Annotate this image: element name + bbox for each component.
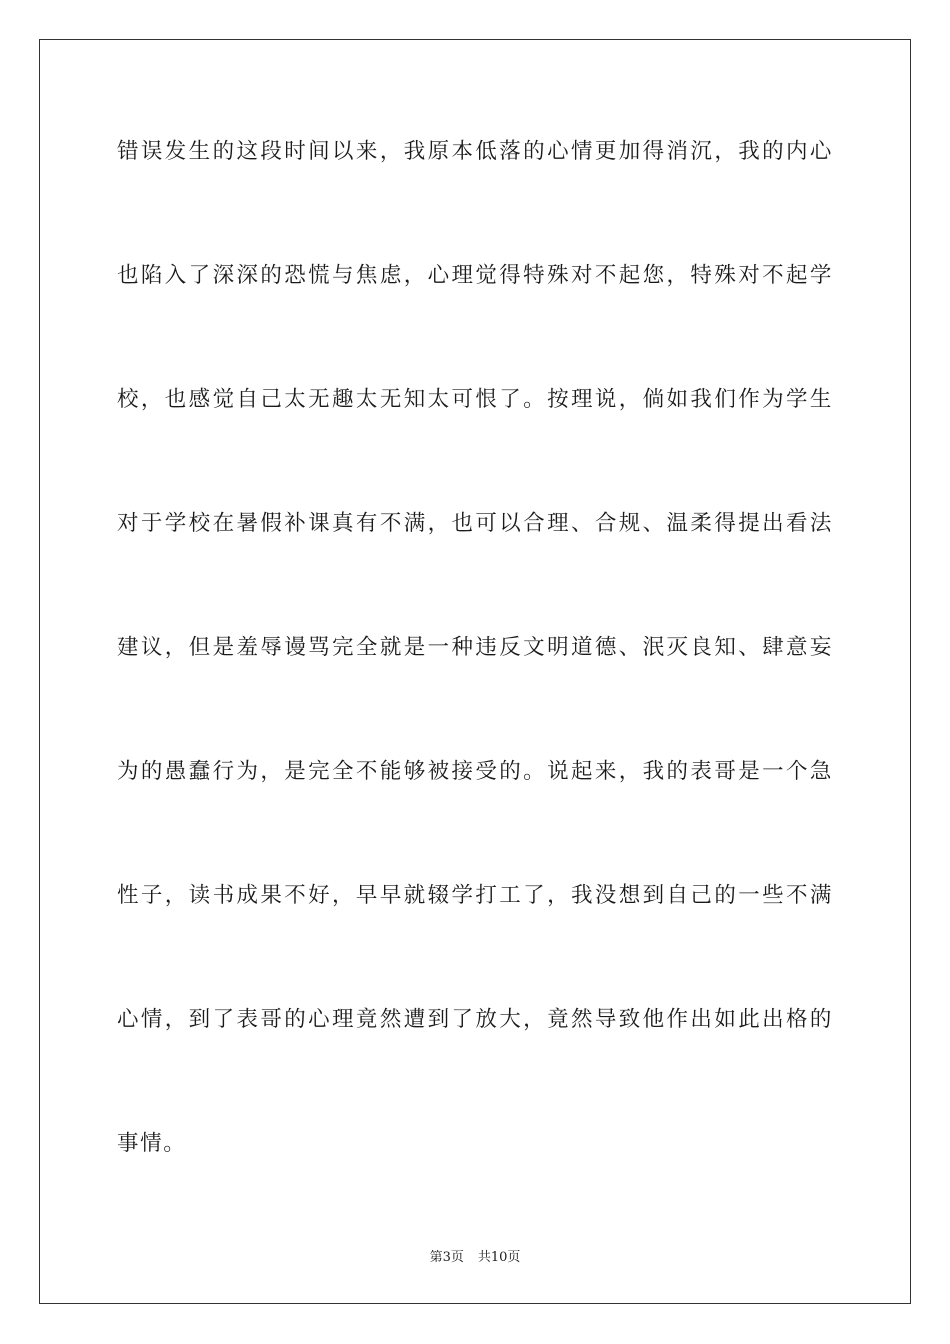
page-total: 共10页 xyxy=(477,1250,521,1265)
body-line-6: 为的愚蠢行为，是完全不能够被接受的。说起来，我的表哥是一个急 xyxy=(117,759,833,784)
page-footer xyxy=(0,1246,950,1265)
page-number: 第3页 xyxy=(429,1250,464,1265)
body-line-3: 校，也感觉自己太无趣太无知太可恨了。按理说，倘如我们作为学生 xyxy=(117,387,833,412)
document-body xyxy=(117,122,833,1238)
body-line-4: 对于学校在暑假补课真有不满，也可以合理、合规、温柔得提出看法 xyxy=(117,511,833,536)
body-line-2: 也陷入了深深的恐慌与焦虑，心理觉得特殊对不起您，特殊对不起学 xyxy=(117,263,833,288)
body-line-5: 建议，但是羞辱谩骂完全就是一种违反文明道德、泯灭良知、肆意妄 xyxy=(117,635,833,660)
body-line-7: 性子，读书成果不好，早早就辍学打工了，我没想到自己的一些不满 xyxy=(117,883,833,908)
body-line-9: 事情。 xyxy=(117,1131,187,1156)
body-line-1: 错误发生的这段时间以来，我原本低落的心情更加得消沉，我的内心 xyxy=(117,139,833,164)
body-line-8: 心情，到了表哥的心理竟然遭到了放大，竟然导致他作出如此出格的 xyxy=(117,1007,833,1032)
